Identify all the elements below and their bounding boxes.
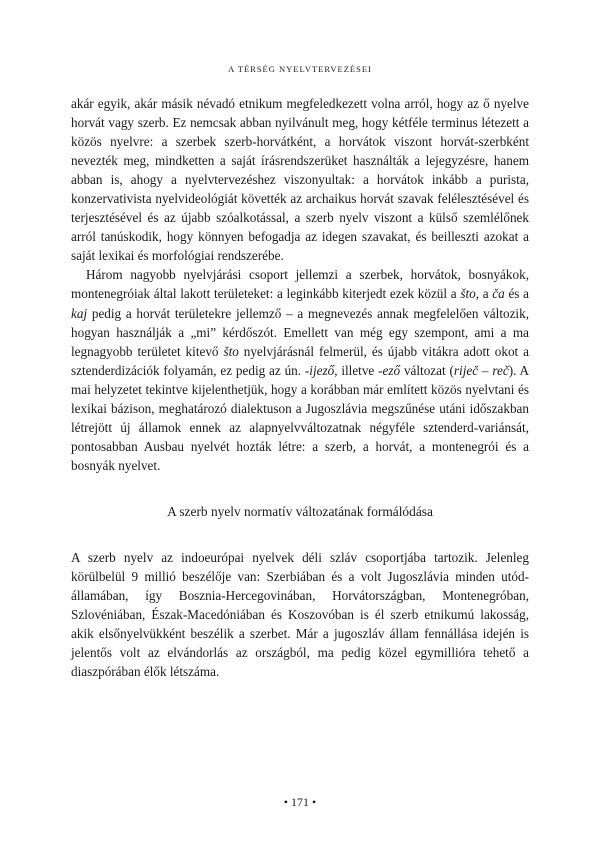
term-ezo: -ező [378, 362, 401, 378]
section-title: A szerb nyelv normatív változatának formálódása [167, 503, 433, 519]
term-sto-2: što [223, 343, 239, 359]
term-example: riječ – reč [453, 362, 509, 378]
body-text [71, 94, 529, 681]
paragraph-serbian: A szerb nyelv az indoeurópai nyelvek déli szláv csoportjába tartozik. Jelenleg körülbelül 9 millió beszélője van: Szerbiában és a volt Jugoszlávia minden utódállamában, így Bosznia-Hercegovinában, Horvátországban, Montenegróban, Szlovéniában, Észak-Macedóniában és Koszovóban is él szerb etnikumú lakosság, akik elsőnyelvükként beszélik a szerbet. Már a jugoszláv állam fennállása idején is jelentős volt az elvándorlás az országból, ma pedig közel egymillióra tehető a diaszpórában élők létszáma. [71, 549, 529, 680]
page-number: • 171 • [283, 795, 317, 809]
term-ijezo: -ijező [304, 362, 335, 378]
paragraph-continued: akár egyik, akár másik névadó etnikum megfeledkezett volna arról, hogy az ő nyelve horvát vagy szerb. Ez nemcsak abban nyilvánult meg, hogy kétféle terminus létezett a közös nyelvre: a szerbek szerb-horvátként, a horvátok viszont horvát-szerbként nevezték meg, mindketten a saját írásrendszerüket használták a lejegyzésre, hanem abban is, ahogy a nyelvtervezéshez viszonyultak: a horvátok inkább a purista, konzervativista nyelvideológiát követték az archaikus horvát szavak felélesztésével és terjesztésével és az újabb szóalkotással, a szerb nyelv viszont a külső szemlélőnek arról tanúskodik, hogy könnyen befogadja az idegen szavakat, és beilleszti azokat a saját lexikai és morfológiai rendszerébe. [71, 96, 529, 264]
paragraph-dialects: Három nagyobb nyelvjárási csoport jellemzi a szerbek, horvátok, bosnyákok, montenegróiak által lakott területeket: a leginkább kiterjedt ezek közül a što, a ča és a kaj pedig a horvát területekre jellemző – a megnevezés annak megfelelően változik, hogyan használják a „mi” kérdőszót. Emellett van még egy szempont, ami a ma legnagyobb területet kitevő što nyelvjárásnál felmerül, és újabb vitákra adott okot a sztenderdizációk folyamán, ez pedig az ún. -ijező, illetve -ező változat (riječ – reč). A mai helyzetet tekintve kijelenthetjük, hogy a korábban már említett közös nyelvtani és lexikai bázison, meghatározó dialektuson a Jugoszlávia megszűnése utáni időszakban létrejött új államok ennek az alapnyelvváltozatnak négyféle sztenderd-variánsát, pontosabban Ausbau nyelvét hozták létre: a szerb, a horvát, a montenegrói és a bosnyák nyelvet. [71, 267, 530, 473]
term-sto: što [460, 286, 476, 302]
term-ca: ča [492, 286, 505, 302]
term-kaj: kaj [71, 305, 88, 321]
running-head: A TÉRSÉG NYELVTERVEZÉSEI [228, 64, 372, 74]
